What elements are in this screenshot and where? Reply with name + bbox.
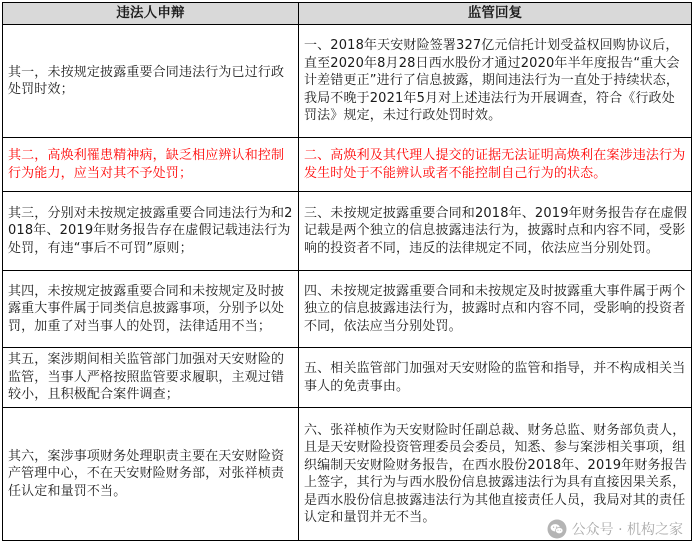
reply-cell: 六、张祥桢作为天安财险时任副总裁、财务总监、财务部负责人，且是天安财险投资管理委员会委员，知悉、参与案涉相关事项，组织编制天安财险财务报告，在西水股份2018年、2019年财务报告上签字，其行为与西水股份信息披露违法行为具有直接因果关系，是西水股份信息披露违法行为其他直接责任人员，我局对其的责任认定和量罚并无不当。 xyxy=(299,408,692,541)
reply-cell: 二、高焕利及其代理人提交的证据无法证明高焕利在案涉违法行为发生时处于不能辨认或者不能控制自己行为的状态。 xyxy=(299,138,692,192)
reply-cell: 三、未按规定披露重要合同和2018年、2019年财务报告存在虚假记载是两个独立的信息披露违法行为，披露时点和内容不同，受影响的投资者不同，违反的法律规定不同，依法应当分别处罚。 xyxy=(299,192,692,271)
table-row xyxy=(3,25,692,138)
reply-cell: 五、相关监管部门加强对天安财险的监管和指导，并不构成相关当事人的免责事由。 xyxy=(299,348,692,408)
table-row-highlighted xyxy=(3,138,692,192)
reply-cell: 一、2018年天安财险签署327亿元信托计划受益权回购协议后，直至2020年8月28日西水股份才通过2020年半年度报告“重大会计差错更正”进行了信息披露，期间违法行为一直处于持续状态，我局不晚于2021年5月对上述违法行为开展调查，符合《行政处罚法》规定，未过行政处罚时效。 xyxy=(299,25,692,138)
defense-cell: 其一，未按规定披露重要合同违法行为已过行政处罚时效； xyxy=(3,25,299,138)
table-header-row xyxy=(3,3,692,25)
defense-cell: 其三，分别对未按规定披露重要合同违法行为和2018年、2019年财务报告存在虚假记载违法行为处罚，有违“事后不可罚”原则； xyxy=(3,192,299,271)
defense-cell: 其四，未按规定披露重要合同和未按规定及时披露重大事件属于同类信息披露事项，分别予以处罚，加重了对当事人的处罚，法律适用不当； xyxy=(3,271,299,348)
table-row xyxy=(3,271,692,348)
watermark xyxy=(547,519,683,539)
defense-cell: 其五，案涉期间相关监管部门加强对天安财险的监管，当事人严格按照监管要求履职，主观过错较小，且积极配合案件调查； xyxy=(3,348,299,408)
penalty-defense-table xyxy=(2,2,692,541)
header-defense: 违法人申辩 xyxy=(3,3,299,25)
wechat-icon xyxy=(547,519,567,539)
watermark-text: 公众号 · 机构之家 xyxy=(571,522,683,538)
header-reply: 监管回复 xyxy=(299,3,692,25)
reply-cell: 四、未按规定披露重要合同和未按规定及时披露重大事件属于两个独立的信息披露违法行为，披露时点和内容不同，受影响的投资者不同，依法应当分别处罚。 xyxy=(299,271,692,348)
defense-cell: 其二，高焕利罹患精神病，缺乏相应辨认和控制行为能力，应当对其不予处罚； xyxy=(3,138,299,192)
defense-cell: 其六，案涉事项财务处理职责主要在天安财险资产管理中心，不在天安财险财务部，对张祥桢责任认定和量罚不当。 xyxy=(3,408,299,541)
table-row xyxy=(3,192,692,271)
table-row xyxy=(3,348,692,408)
